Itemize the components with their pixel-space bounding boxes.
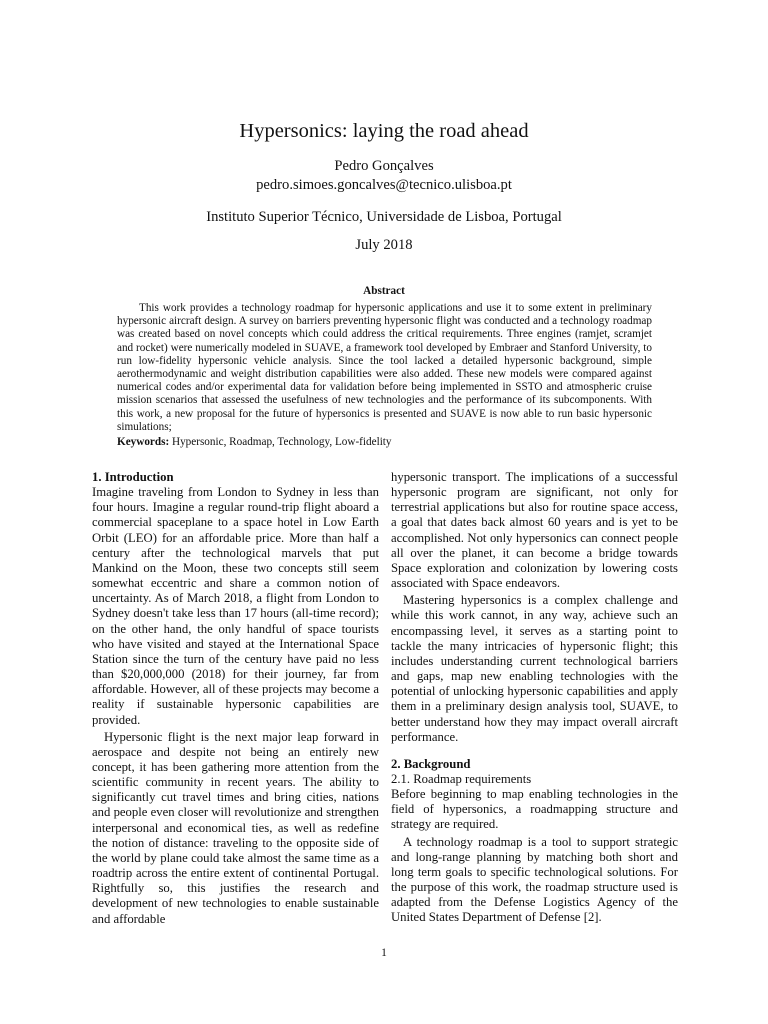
intro-paragraph-3: Mastering hypersonics is a complex challenge and while this work cannot, in any way, achieve such an encompassing level, it serves as a starting point to tackle the many intricacies of hypersonic flight; this includes understanding current technological barriers and gaps, map new enabling technologies with the potential of unlocking hypersonic capabilities and apply them in a preliminary design analysis tool, SUAVE, to better understand how they may impact overall aircraft performance. xyxy=(391,593,678,744)
right-column xyxy=(391,470,678,926)
intro-paragraph-2-continued: hypersonic transport. The implications of a successful hypersonic program are significant, not only for terrestrial applications but also for routine space access, a goal that dates back almost 60 years and is yet to be accomplished. Not only hypersonics can connect people all over the planet, it can become a bridge towards Space exploration and colonization by lowering costs associated with Space endeavors. xyxy=(391,470,678,591)
keywords-label: Keywords: xyxy=(117,436,170,448)
author-name: Pedro Gonçalves xyxy=(334,158,434,174)
page-number: 1 xyxy=(381,947,387,959)
intro-paragraph-2: Hypersonic flight is the next major leap forward in aerospace and despite not being an entirely new concept, it has been gathering more attention from the scientific community in recent years. The ability to significantly cut travel times and bring cities, nations and people even closer will revolutionize and strengthen interpersonal and economical ties, as well as redefine the notion of distance: traveling to the opposite side of the world by plane could take almost the same time as a roadtrip across the entire extent of continental Portugal. Rightfully so, this justifies the research and development of new technologies to enable sustainable and affordable xyxy=(92,729,379,926)
intro-paragraph-1: Imagine traveling from London to Sydney in less than four hours. Imagine a regular round-trip flight aboard a commercial spaceplane to a space hotel in Low Earth Orbit (LEO) for an affordable price. More than half a century after the technological marvels that put Mankind on the Moon, these two concepts still seem somewhat eccentric and share a common notion of uncertainty. As of March 2018, a flight from London to Sydney doesn't take less than 17 hours (all-time record); on the other hand, the only handful of space tourists who have visited and stayed at the International Space Station since the turn of the century have paid no less than $20,000,000 (2018) for their journey, far from affordable. However, all of these projects may become a reality if sustainable hypersonic capabilities are provided. xyxy=(92,485,379,727)
background-paragraph-2: A technology roadmap is a tool to support strategic and long-range planning by matching both short and long term goals to specific technological solutions. For the purpose of this work, the roadmap structure used is adapted from the Defense Logistics Agency of the United States Department of Defense [2]. xyxy=(391,834,678,925)
author-affiliation: Instituto Superior Técnico, Universidade de Lisboa, Portugal xyxy=(206,209,562,225)
section-spacer xyxy=(391,745,678,757)
section-heading-introduction: 1. Introduction xyxy=(92,470,174,484)
paper-title: Hypersonics: laying the road ahead xyxy=(239,120,529,142)
section-heading-background: 2. Background xyxy=(391,756,471,771)
keywords-list: Hypersonic, Roadmap, Technology, Low-fidelity xyxy=(172,436,392,448)
abstract-heading: Abstract xyxy=(363,285,405,297)
left-column xyxy=(92,470,379,927)
background-paragraph-1: Before beginning to map enabling technologies in the field of hypersonics, a roadmapping structure and strategy are required. xyxy=(391,787,678,832)
author-email: pedro.simoes.goncalves@tecnico.ulisboa.pt xyxy=(256,177,512,193)
keywords xyxy=(117,436,652,449)
abstract-text: This work provides a technology roadmap for hypersonic applications and use it to some extent in preliminary hypersonic aircraft design. A survey on barriers preventing hypersonic flight was conducted and a technology roadmap was created based on novel concepts which could address the critical requirements. Three engines (ramjet, scramjet and rocket) were numerically modeled in SUAVE, a framework tool developed by Embraer and Stanford University, to run low-fidelity hypersonic vehicle analysis. Since the tool lacked a detailed hypersonic background, simple aerothermodynamic and weight distribution capabilities were also added. These new models were compared against numerical codes and/or experimental data for validation before being implemented in SSTO and atmospheric cruise mission scenarios that assessed the usefulness of new technologies and the performance of its subcomponents. With this work, a new proposal for the future of hypersonics is presented and SUAVE is now able to run basic hypersonic simulations; xyxy=(117,302,652,433)
paper-date: July 2018 xyxy=(355,237,413,253)
subsection-heading-roadmap-requirements: 2.1. Roadmap requirements xyxy=(391,771,532,786)
